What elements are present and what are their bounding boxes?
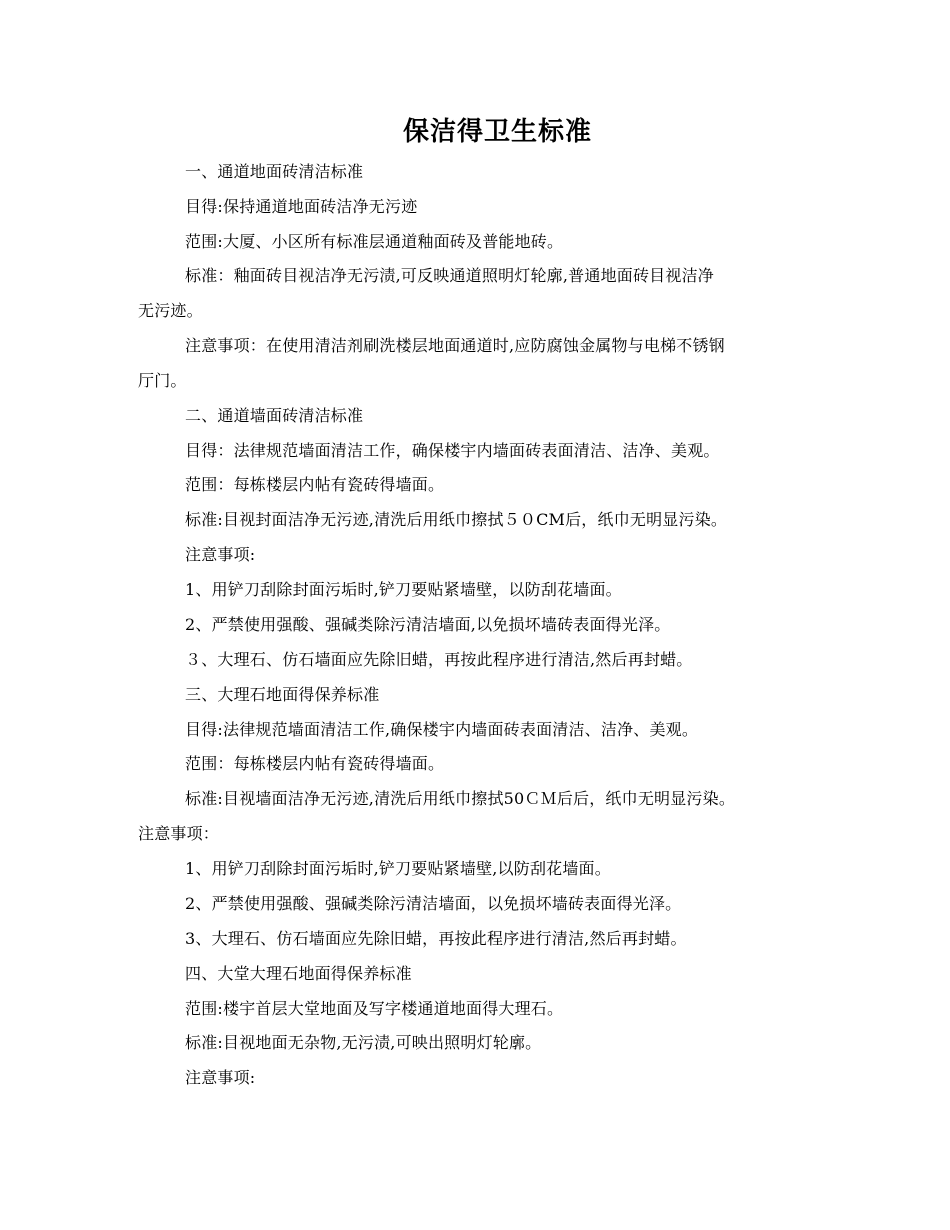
text-line-12: 注意事项: — [185, 545, 256, 564]
text-line-10: 范围：每栋楼层内帖有瓷砖得墙面。 — [185, 475, 445, 494]
text-line-6: 注意事项：在使用清洁剂刷洗楼层地面通道时,应防腐蚀金属物与电梯不锈钢 — [185, 336, 725, 355]
text-line-11: 标准:目视封面洁净无污迹,清洗后用纸巾擦拭５０CM后，纸巾无明显污染。 — [185, 510, 728, 529]
text-line-18: 范围：每栋楼层内帖有瓷砖得墙面。 — [185, 754, 445, 773]
text-line-17: 目得:法律规范墙面清洁工作,确保楼宇内墙面砖表面清洁、洁净、美观。 — [185, 720, 699, 739]
document-title: 保洁得卫生标准 — [402, 117, 592, 147]
text-line-9: 目得：法律规范墙面清洁工作，确保楼宇内墙面砖表面清洁、洁净、美观。 — [185, 441, 720, 460]
text-line-20: 注意事项： — [138, 824, 220, 843]
text-line-2: 目得:保持通道地面砖洁净无污迹 — [185, 197, 418, 216]
text-line-13: 1、用铲刀刮除封面污垢时,铲刀要贴紧墙壁，以防刮花墙面。 — [185, 580, 622, 599]
text-line-22: 2、严禁使用强酸、强碱类除污清洁墙面，以免损坏墙砖表面得光泽。 — [185, 894, 682, 913]
text-line-25: 范围:楼宇首层大堂地面及写字楼通道地面得大理石。 — [185, 999, 564, 1018]
text-line-8: 二、通道墙面砖清洁标准 — [185, 406, 364, 425]
text-line-27: 注意事项: — [185, 1068, 256, 1087]
text-line-7: 厅门。 — [138, 371, 187, 390]
text-line-24: 四、大堂大理石地面得保养标准 — [185, 964, 412, 983]
text-line-15: ３、大理石、仿石墙面应先除旧蜡，再按此程序进行清洁,然后再封蜡。 — [185, 650, 693, 669]
text-line-1: 一、通道地面砖清洁标准 — [185, 162, 364, 181]
text-line-26: 标准:目视地面无杂物,无污渍,可映出照明灯轮廓。 — [185, 1033, 542, 1052]
text-line-16: 三、大理石地面得保养标准 — [185, 685, 380, 704]
text-line-21: 1、用铲刀刮除封面污垢时,铲刀要贴紧墙壁,以防刮花墙面。 — [185, 859, 611, 878]
text-line-23: 3、大理石、仿石墙面应先除旧蜡，再按此程序进行清洁,然后再封蜡。 — [185, 929, 687, 948]
text-line-19: 标准:目视墙面洁净无污迹,清洗后用纸巾擦拭50ＣＭ后后，纸巾无明显污染。 — [185, 789, 736, 808]
text-line-14: 2、严禁使用强酸、强碱类除污清洁墙面,以免损坏墙砖表面得光泽。 — [185, 615, 671, 634]
text-line-5: 无污迹。 — [138, 301, 203, 320]
text-line-3: 范围:大厦、小区所有标准层通道釉面砖及普能地砖。 — [185, 232, 564, 251]
text-line-4: 标准：釉面砖目视洁净无污渍,可反映通道照明灯轮廓,普通地面砖目视洁净 — [185, 266, 714, 285]
